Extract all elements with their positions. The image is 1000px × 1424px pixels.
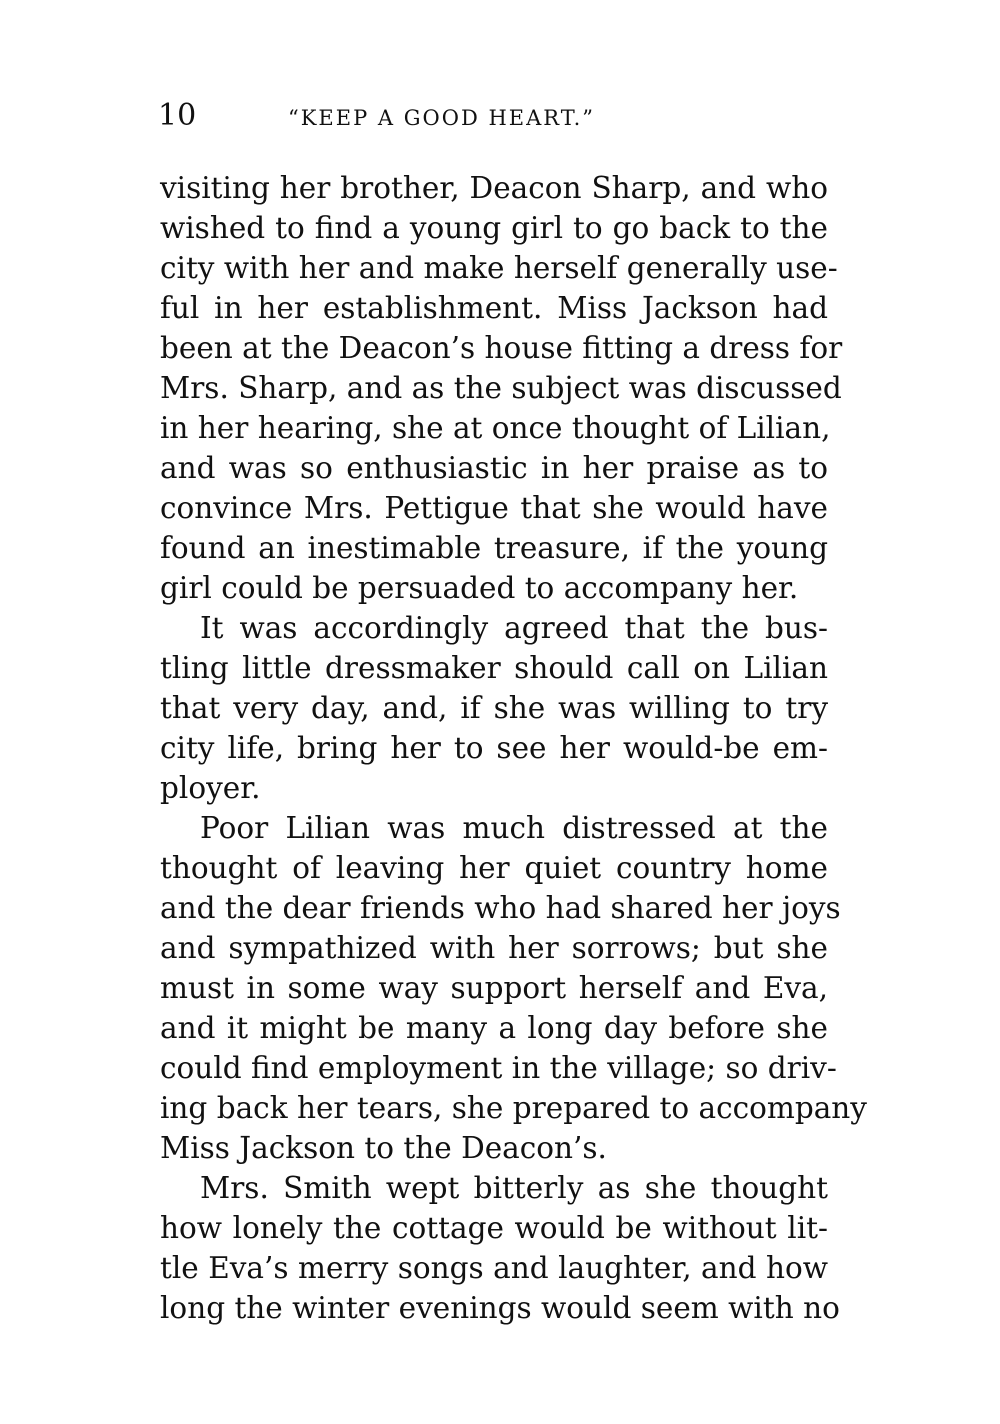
paragraph-end-line: ployer. [160,771,261,805]
text-line: thought of leaving her quiet country home [160,851,828,885]
text-line: how lonely the cottage would be without lit- [160,1211,828,1245]
text-line: tle Eva’s merry songs and laughter, and how [160,1251,828,1285]
text-line: long the winter evenings would seem with no [160,1291,840,1325]
text-line: visiting her brother, Deacon Sharp, and who [160,171,828,205]
text-line: been at the Deacon’s house fitting a dress for [160,331,843,365]
text-line: convince Mrs. Pettigue that she would have [160,491,828,525]
body-text [160,168,867,1328]
text-line: Mrs. Sharp, and as the subject was discussed [160,371,842,405]
text-line: in her hearing, she at once thought of Lilian, [160,411,831,445]
text-line: and sympathized with her sorrows; but she [160,931,828,965]
text-line: must in some way support herself and Eva, [160,971,828,1005]
text-line: wished to find a young girl to go back to the [160,211,828,245]
running-head [158,96,838,136]
text-line: ful in her establishment. Miss Jackson had [160,291,828,325]
paragraph-start-line: Mrs. Smith wept bitterly as she thought [200,1171,828,1205]
text-line: and was so enthusiastic in her praise as to [160,451,828,485]
text-line: could find employment in the village; so driv- [160,1051,837,1085]
text-line: city with her and make herself generally use- [160,251,838,285]
page-number: 10 [158,98,197,133]
paragraph-end-line: girl could be persuaded to accompany her. [160,571,799,605]
text-line: that very day, and, if she was willing to try [160,691,828,725]
text-line: tling little dressmaker should call on Lilian [160,651,828,685]
paragraph-start-line: Poor Lilian was much distressed at the [200,811,828,845]
text-line: and the dear friends who had shared her joys [160,891,841,925]
paragraph-start-line: It was accordingly agreed that the bus- [200,611,828,645]
paragraph-end-line: Miss Jackson to the Deacon’s. [160,1131,607,1165]
text-line: city life, bring her to see her would-be em- [160,731,828,765]
running-title: “KEEP A GOOD HEART.” [288,106,596,130]
text-line: ing back her tears, she prepared to accompany [160,1091,867,1125]
text-line: found an inestimable treasure, if the young [160,531,828,565]
text-line: and it might be many a long day before she [160,1011,828,1045]
